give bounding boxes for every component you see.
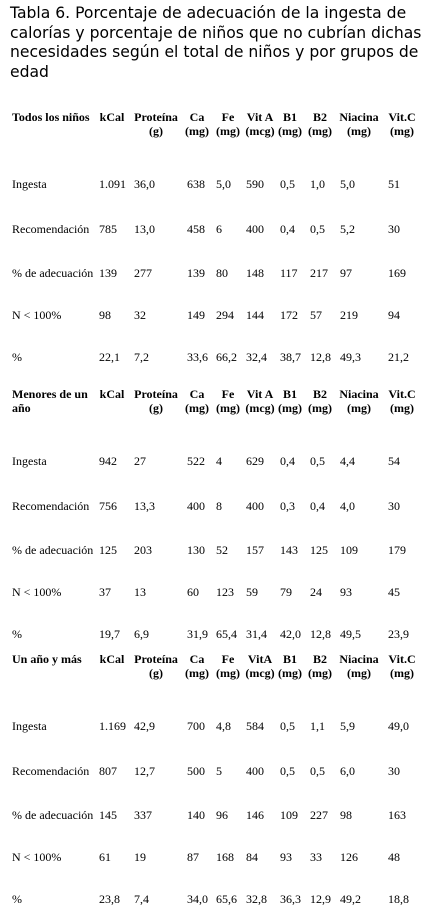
table-cell: 18,8 [388, 892, 409, 906]
table-cell: 61 [99, 850, 111, 864]
table-cell: 12,8 [310, 627, 331, 641]
table-cell: 4,8 [216, 719, 231, 733]
table-cell: 169 [388, 266, 406, 280]
column-header [372, 387, 432, 415]
table-cell: 0,5 [310, 222, 325, 236]
column-name: Ca [189, 387, 205, 401]
table-cell: 13,3 [134, 499, 155, 513]
table-cell: 400 [246, 222, 264, 236]
table-cell: 34,0 [187, 892, 208, 906]
table-cell: 144 [246, 308, 264, 322]
table-cell: 93 [280, 850, 292, 864]
column-unit: (mg) [278, 401, 302, 415]
column-name: kCal [99, 110, 125, 124]
table-cell: 79 [280, 585, 292, 599]
column-name: Vit A [246, 387, 274, 401]
table-cell: 98 [99, 308, 111, 322]
table-cell: 7,2 [134, 350, 149, 364]
table-cell: 1,1 [310, 719, 325, 733]
row-label: Ingesta [12, 454, 47, 468]
column-unit: (mcg) [245, 124, 275, 138]
column-unit: (mg) [347, 124, 371, 138]
table-cell: 227 [310, 808, 328, 822]
table-cell: 13,0 [134, 222, 155, 236]
column-name: B1 [282, 387, 297, 401]
table-cell: 33,6 [187, 350, 208, 364]
table-cell: 42,9 [134, 719, 155, 733]
table-cell: 8 [216, 499, 222, 513]
column-unit: (mcg) [245, 401, 275, 415]
column-name: Niacina [339, 110, 379, 124]
table-cell: 638 [187, 177, 205, 191]
table-cell: 59 [246, 585, 258, 599]
table-cell: 203 [134, 543, 152, 557]
column-unit: (mg) [278, 124, 302, 138]
table-cell: 30 [388, 499, 400, 513]
table-cell: 30 [388, 222, 400, 236]
table-cell: 143 [280, 543, 298, 557]
row-label: Recomendación [12, 764, 90, 778]
table-cell: 125 [310, 543, 328, 557]
table-cell: 52 [216, 543, 228, 557]
row-label: % de adecuación [12, 808, 94, 822]
table-cell: 172 [280, 308, 298, 322]
table-cell: 219 [340, 308, 358, 322]
column-name: Fe [221, 387, 235, 401]
column-unit: (mcg) [245, 666, 275, 680]
group-label: Todos los niños [12, 110, 90, 124]
table-cell: 21,2 [388, 350, 409, 364]
table-cell: 400 [187, 499, 205, 513]
table-cell: 130 [187, 543, 205, 557]
table-cell: 157 [246, 543, 264, 557]
table-cell: 32,4 [246, 350, 267, 364]
table-cell: 756 [99, 499, 117, 513]
column-header [372, 652, 432, 680]
column-unit: (mg) [308, 401, 332, 415]
row-label: N < 100% [12, 850, 62, 864]
row-label: % de adecuación [12, 543, 94, 557]
table-cell: 49,2 [340, 892, 361, 906]
column-name: kCal [99, 387, 125, 401]
column-name: Vit.C [388, 387, 416, 401]
table-cell: 168 [216, 850, 234, 864]
table-cell: 23,9 [388, 627, 409, 641]
table-cell: 5,9 [340, 719, 355, 733]
table-cell: 807 [99, 764, 117, 778]
column-unit: (g) [149, 124, 163, 138]
row-label: Ingesta [12, 177, 47, 191]
table-cell: 145 [99, 808, 117, 822]
table-cell: 33 [310, 850, 322, 864]
column-name: B1 [282, 652, 297, 666]
row-label: Ingesta [12, 719, 47, 733]
table-cell: 5,2 [340, 222, 355, 236]
table-cell: 584 [246, 719, 264, 733]
table-cell: 400 [246, 764, 264, 778]
table-cell: 109 [340, 543, 358, 557]
table-cell: 19 [134, 850, 146, 864]
table-cell: 1.091 [99, 177, 126, 191]
table-cell: 66,2 [216, 350, 237, 364]
table-cell: 146 [246, 808, 264, 822]
table-cell: 49,5 [340, 627, 361, 641]
column-name: Niacina [339, 652, 379, 666]
table-cell: 30 [388, 764, 400, 778]
column-unit: (mg) [216, 401, 240, 415]
column-name: Vit.C [388, 652, 416, 666]
table-cell: 458 [187, 222, 205, 236]
table-cell: 0,4 [280, 454, 295, 468]
column-unit: (mg) [185, 401, 209, 415]
table-cell: 37 [99, 585, 111, 599]
row-label: % de adecuación [12, 266, 94, 280]
table-cell: 24 [310, 585, 322, 599]
table-cell: 0,5 [310, 764, 325, 778]
table-cell: 139 [99, 266, 117, 280]
group-label: Menores de un año [12, 387, 88, 415]
table-cell: 6,9 [134, 627, 149, 641]
table-cell: 13 [134, 585, 146, 599]
column-name: Ca [189, 110, 205, 124]
table-cell: 57 [310, 308, 322, 322]
group-label: Un año y más [12, 652, 82, 666]
table-cell: 123 [216, 585, 234, 599]
column-name: B1 [282, 110, 297, 124]
column-name: B2 [312, 110, 327, 124]
column-name: Proteína [134, 652, 178, 666]
table-cell: 217 [310, 266, 328, 280]
row-label: Recomendación [12, 222, 90, 236]
column-name: Niacina [339, 387, 379, 401]
table-cell: 36,0 [134, 177, 155, 191]
table-cell: 109 [280, 808, 298, 822]
column-unit: (mg) [308, 666, 332, 680]
table-cell: 31,9 [187, 627, 208, 641]
table-cell: 0,5 [280, 177, 295, 191]
table-cell: 337 [134, 808, 152, 822]
column-name: B2 [312, 387, 327, 401]
row-label: N < 100% [12, 308, 62, 322]
table-cell: 785 [99, 222, 117, 236]
column-name: Proteína [134, 387, 178, 401]
table-cell: 19,7 [99, 627, 120, 641]
table-cell: 42,0 [280, 627, 301, 641]
table-cell: 31,4 [246, 627, 267, 641]
table-cell: 1.169 [99, 719, 126, 733]
table-cell: 49,3 [340, 350, 361, 364]
table-cell: 94 [388, 308, 400, 322]
table-cell: 12,8 [310, 350, 331, 364]
table-cell: 32,8 [246, 892, 267, 906]
column-name: Ca [189, 652, 205, 666]
table-cell: 125 [99, 543, 117, 557]
table-title: Tabla 6. Porcentaje de adecuación de la ingesta de calorías y porcentaje de niños que no cubrían dichas necesidades según el total de niños y por grupos de edad [10, 4, 422, 81]
table-cell: 5,0 [340, 177, 355, 191]
table-cell: 0,5 [280, 719, 295, 733]
table-cell: 179 [388, 543, 406, 557]
table-cell: 5 [216, 764, 222, 778]
table-cell: 590 [246, 177, 264, 191]
table-cell: 12,9 [310, 892, 331, 906]
column-unit: (mg) [185, 124, 209, 138]
table-cell: 23,8 [99, 892, 120, 906]
table-cell: 126 [340, 850, 358, 864]
column-unit: (mg) [185, 666, 209, 680]
row-label: % [12, 892, 22, 906]
table-cell: 117 [280, 266, 298, 280]
table-cell: 80 [216, 266, 228, 280]
table-cell: 400 [246, 499, 264, 513]
column-unit: (g) [149, 401, 163, 415]
table-cell: 54 [388, 454, 400, 468]
table-cell: 522 [187, 454, 205, 468]
table-cell: 45 [388, 585, 400, 599]
table-cell: 140 [187, 808, 205, 822]
table-cell: 60 [187, 585, 199, 599]
table-cell: 36,3 [280, 892, 301, 906]
column-unit: (mg) [347, 666, 371, 680]
column-unit: (mg) [390, 401, 414, 415]
column-name: Vit.C [388, 110, 416, 124]
table-cell: 5,0 [216, 177, 231, 191]
table-cell: 65,4 [216, 627, 237, 641]
table-cell: 163 [388, 808, 406, 822]
table-cell: 22,1 [99, 350, 120, 364]
table-cell: 87 [187, 850, 199, 864]
table-cell: 49,0 [388, 719, 409, 733]
table-cell: 48 [388, 850, 400, 864]
column-name: VitA [247, 652, 273, 666]
column-unit: (mg) [308, 124, 332, 138]
table-cell: 98 [340, 808, 352, 822]
table-cell: 0,4 [310, 499, 325, 513]
column-unit: (mg) [216, 124, 240, 138]
table-cell: 942 [99, 454, 117, 468]
table-cell: 148 [246, 266, 264, 280]
column-unit: (mg) [278, 666, 302, 680]
column-unit: (mg) [390, 124, 414, 138]
table-cell: 294 [216, 308, 234, 322]
column-unit: (g) [149, 666, 163, 680]
column-name: B2 [312, 652, 327, 666]
table-cell: 0,4 [280, 222, 295, 236]
table-cell: 96 [216, 808, 228, 822]
table-cell: 629 [246, 454, 264, 468]
table-cell: 1,0 [310, 177, 325, 191]
column-name: kCal [99, 652, 125, 666]
table-cell: 97 [340, 266, 352, 280]
table-cell: 7,4 [134, 892, 149, 906]
table-cell: 4,4 [340, 454, 355, 468]
table-cell: 4 [216, 454, 222, 468]
table-cell: 0,3 [280, 499, 295, 513]
column-unit: (mg) [347, 401, 371, 415]
column-unit: (mg) [390, 666, 414, 680]
table-cell: 38,7 [280, 350, 301, 364]
table-cell: 32 [134, 308, 146, 322]
table-cell: 65,6 [216, 892, 237, 906]
table-cell: 700 [187, 719, 205, 733]
table-cell: 27 [134, 454, 146, 468]
table-cell: 500 [187, 764, 205, 778]
table-cell: 0,5 [310, 454, 325, 468]
row-label: Recomendación [12, 499, 90, 513]
table-cell: 84 [246, 850, 258, 864]
table-cell: 51 [388, 177, 400, 191]
table-cell: 4,0 [340, 499, 355, 513]
table-cell: 149 [187, 308, 205, 322]
table-cell: 277 [134, 266, 152, 280]
table-cell: 6 [216, 222, 222, 236]
table-cell: 93 [340, 585, 352, 599]
column-name: Vit A [246, 110, 274, 124]
row-label: N < 100% [12, 585, 62, 599]
row-label: % [12, 350, 22, 364]
column-name: Proteína [134, 110, 178, 124]
row-label: % [12, 627, 22, 641]
column-header [372, 110, 432, 138]
column-name: Fe [221, 110, 235, 124]
column-name: Fe [221, 652, 235, 666]
table-cell: 12,7 [134, 764, 155, 778]
table-cell: 139 [187, 266, 205, 280]
column-unit: (mg) [216, 666, 240, 680]
table-cell: 6,0 [340, 764, 355, 778]
table-cell: 0,5 [280, 764, 295, 778]
